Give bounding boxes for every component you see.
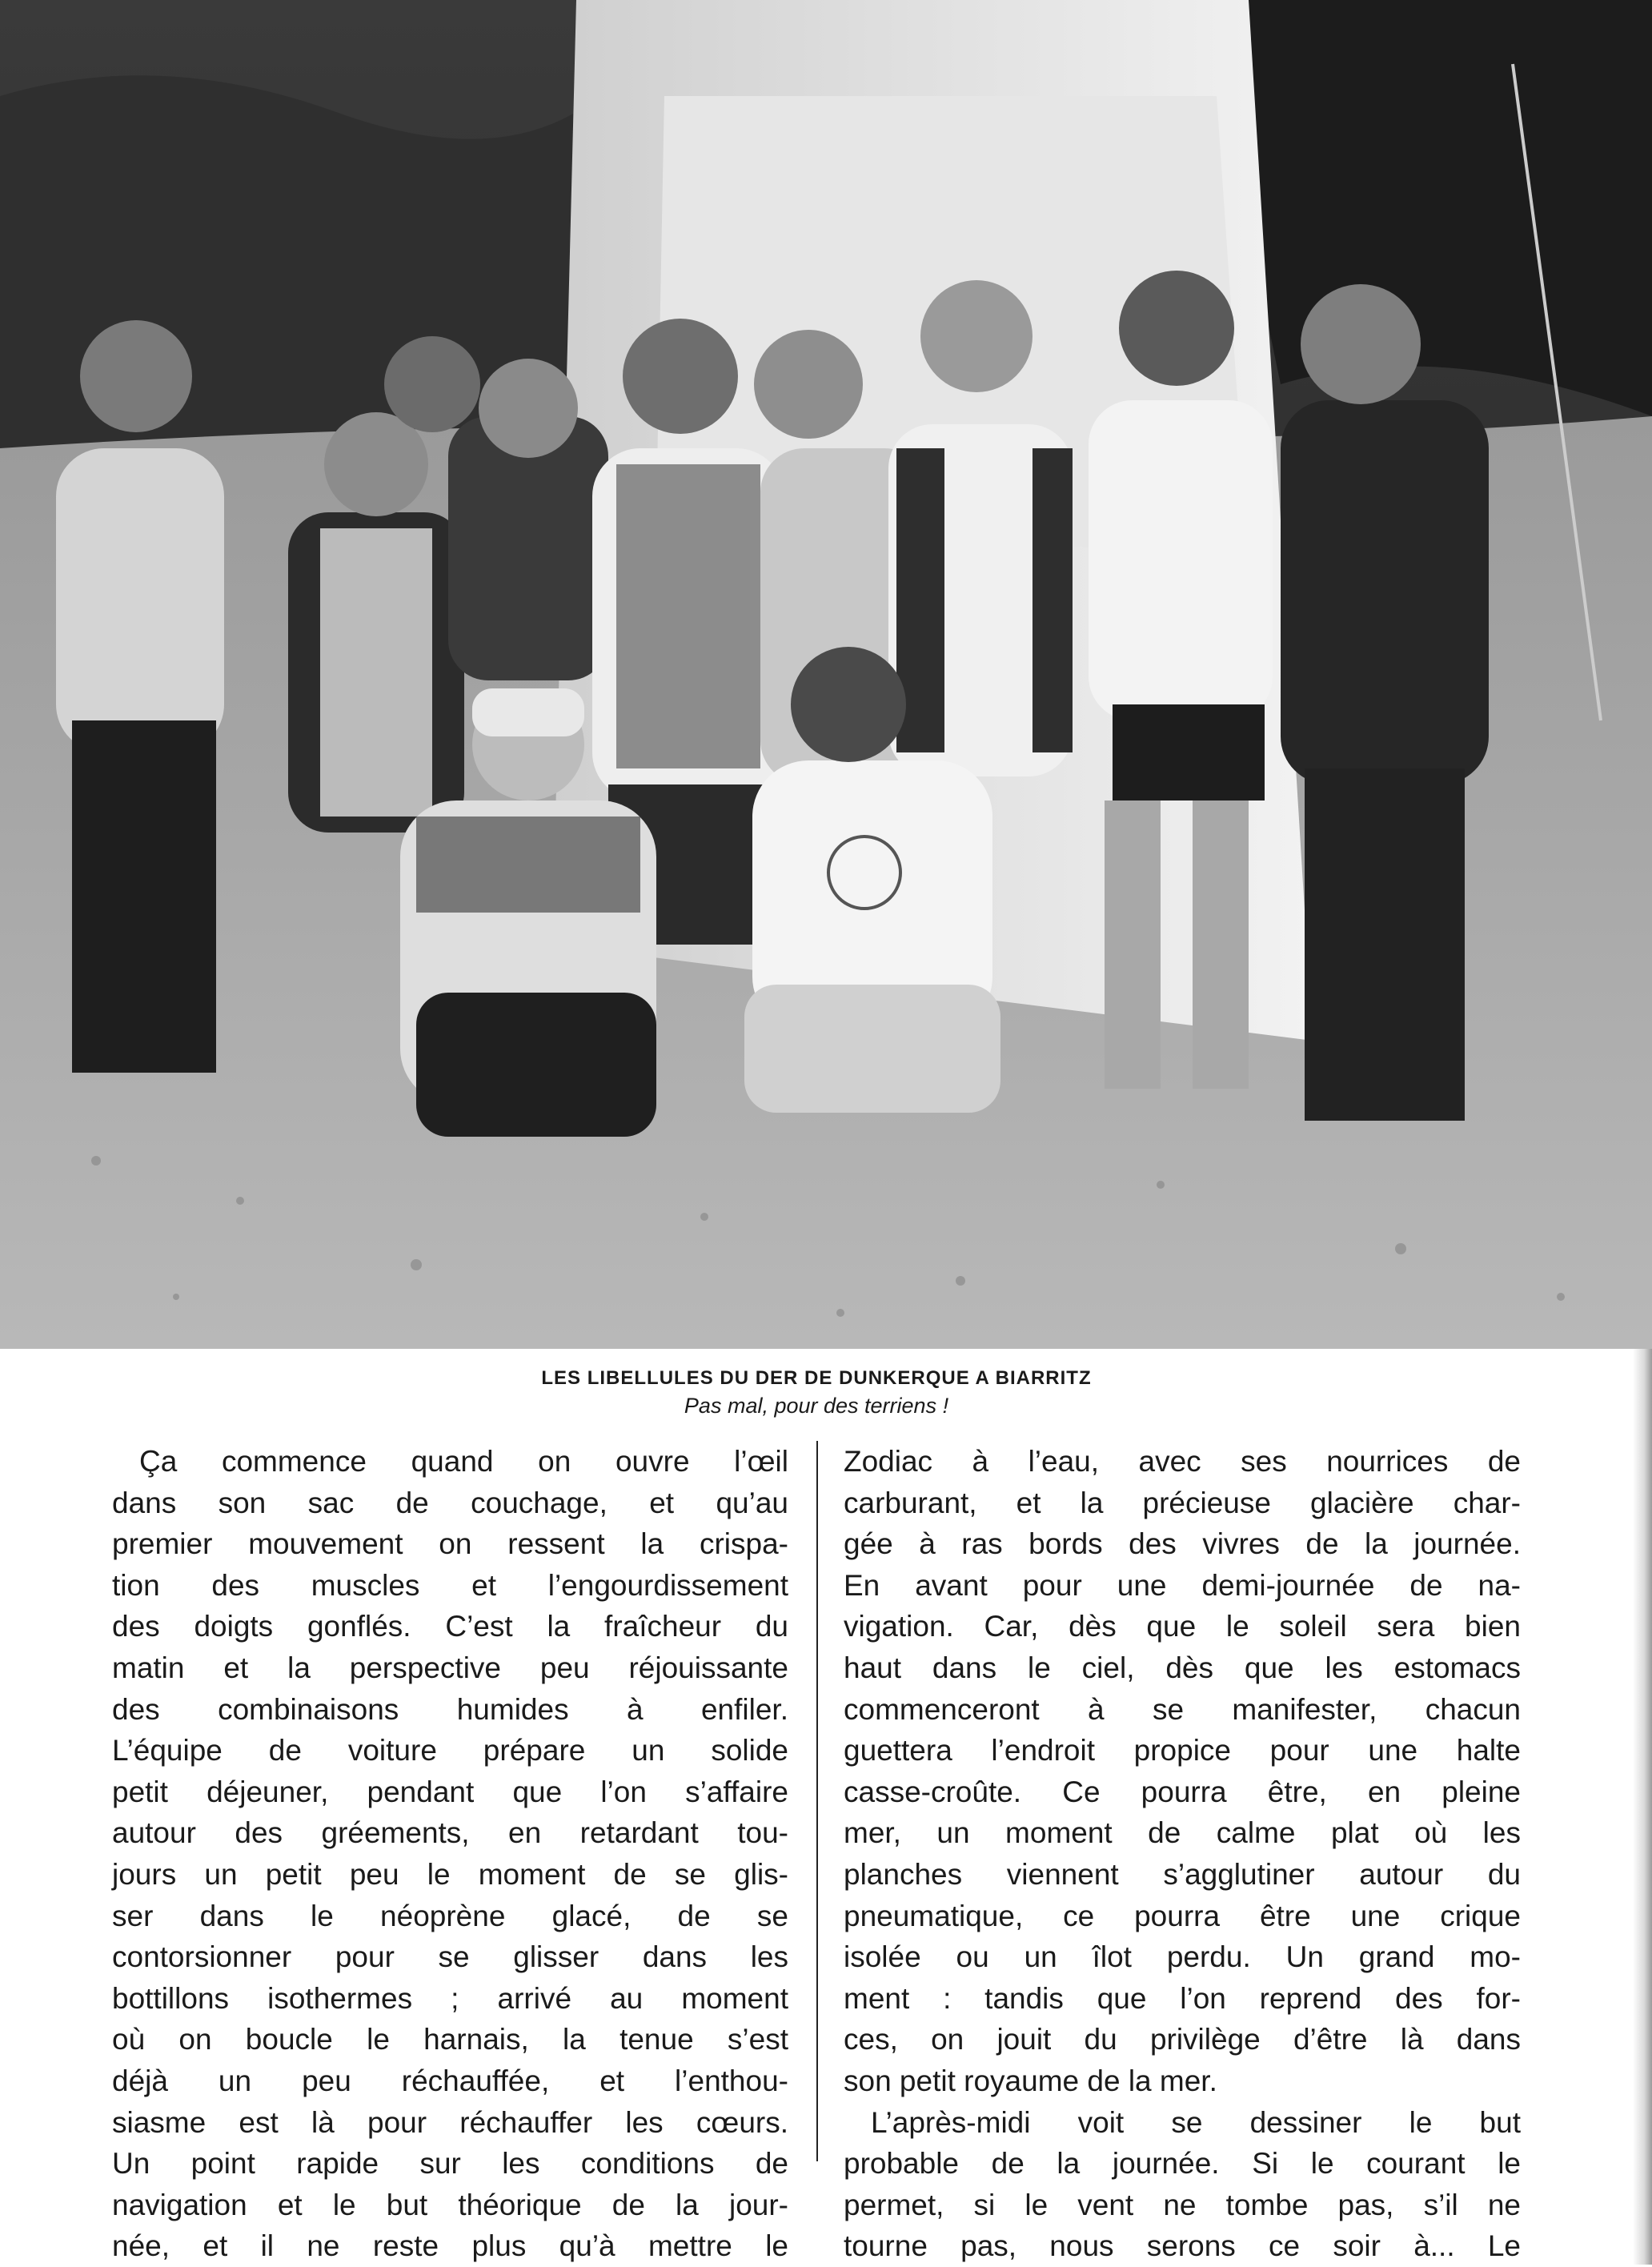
text-line: commenceront à se manifester, chacun bbox=[844, 1692, 1521, 1726]
text-line: son petit royaume de la mer. bbox=[844, 2064, 1217, 2097]
text-line: des doigts gonflés. C’est la fraîcheur du bbox=[112, 1610, 788, 1643]
page-edge-shadow bbox=[1633, 1349, 1652, 2265]
text-line: isolée ou un îlot perdu. Un grand mo- bbox=[844, 1940, 1521, 1974]
text-line: déjà un peu réchauffée, et l’enthou- bbox=[112, 2064, 788, 2097]
text-line: ces, on jouit du privilège d’être là dans bbox=[844, 2023, 1521, 2056]
text-line: permet, si le vent ne tombe pas, s’il ne bbox=[844, 2188, 1521, 2221]
text-line: casse-croûte. Ce pourra être, en pleine bbox=[844, 1775, 1521, 1808]
text-line: Un point rapide sur les conditions de bbox=[112, 2147, 788, 2181]
text-line: haut dans le ciel, dès que les estomacs bbox=[844, 1651, 1521, 1684]
text-line: L’équipe de voiture prépare un solide bbox=[112, 1734, 788, 1767]
text-line: ser dans le néoprène glacé, de se bbox=[112, 1899, 788, 1932]
text-line: Ça commence quand on ouvre l’œil bbox=[139, 1445, 788, 1478]
text-line: premier mouvement on ressent la crispa- bbox=[112, 1527, 788, 1561]
text-line: siasme est là pour réchauffer les cœurs. bbox=[112, 2105, 788, 2139]
article-column-right bbox=[844, 1441, 1521, 2267]
column-divider bbox=[816, 1441, 818, 2161]
text-line: guettera l’endroit propice pour une halte bbox=[844, 1734, 1521, 1767]
text-line: vigation. Car, dès que le soleil sera bien bbox=[844, 1610, 1521, 1643]
photo-caption bbox=[0, 1366, 1633, 1420]
text-line: autour des gréements, en retardant tou- bbox=[112, 1816, 788, 1850]
text-line: navigation et le but théorique de la jour- bbox=[112, 2188, 788, 2221]
text-line: tourne pas, nous serons ce soir à... Le bbox=[844, 2229, 1521, 2263]
text-line: L’après-midi voit se dessiner le but bbox=[871, 2105, 1521, 2139]
article-column-left bbox=[112, 1441, 788, 2267]
text-line: petit déjeuner, pendant que l’on s’affaire bbox=[112, 1775, 788, 1808]
text-line: Zodiac à l’eau, avec ses nourrices de bbox=[844, 1445, 1521, 1478]
text-line: des combinaisons humides à enfiler. bbox=[112, 1692, 788, 1726]
text-line: mer, un moment de calme plat où les bbox=[844, 1816, 1521, 1850]
text-line: gée à ras bords des vivres de la journée. bbox=[844, 1527, 1521, 1561]
text-line: ment : tandis que l’on reprend des for- bbox=[844, 1981, 1521, 2015]
text-line: probable de la journée. Si le courant le bbox=[844, 2147, 1521, 2181]
text-line: née, et il ne reste plus qu’à mettre le bbox=[112, 2229, 788, 2263]
text-line: En avant pour une demi-journée de na- bbox=[844, 1568, 1521, 1602]
text-line: pneumatique, ce pourra être une crique bbox=[844, 1899, 1521, 1932]
text-line: dans son sac de couchage, et qu’au bbox=[112, 1486, 788, 1519]
caption-title: LES LIBELLULES DU DER DE DUNKERQUE A BIARRITZ bbox=[541, 1367, 1092, 1389]
text-line: jours un petit peu le moment de se glis- bbox=[112, 1857, 788, 1891]
text-line: matin et la perspective peu réjouissante bbox=[112, 1651, 788, 1684]
text-line: carburant, et la précieuse glacière char- bbox=[844, 1486, 1521, 1519]
text-line: tion des muscles et l’engourdissement bbox=[112, 1568, 788, 1602]
caption-subtitle: Pas mal, pour des terriens ! bbox=[684, 1394, 949, 1418]
text-line: bottillons isothermes ; arrivé au moment bbox=[112, 1981, 788, 2015]
text-line: où on boucle le harnais, la tenue s’est bbox=[112, 2023, 788, 2056]
text-line: contorsionner pour se glisser dans les bbox=[112, 1940, 788, 1974]
text-line: planches viennent s’agglutiner autour du bbox=[844, 1857, 1521, 1891]
